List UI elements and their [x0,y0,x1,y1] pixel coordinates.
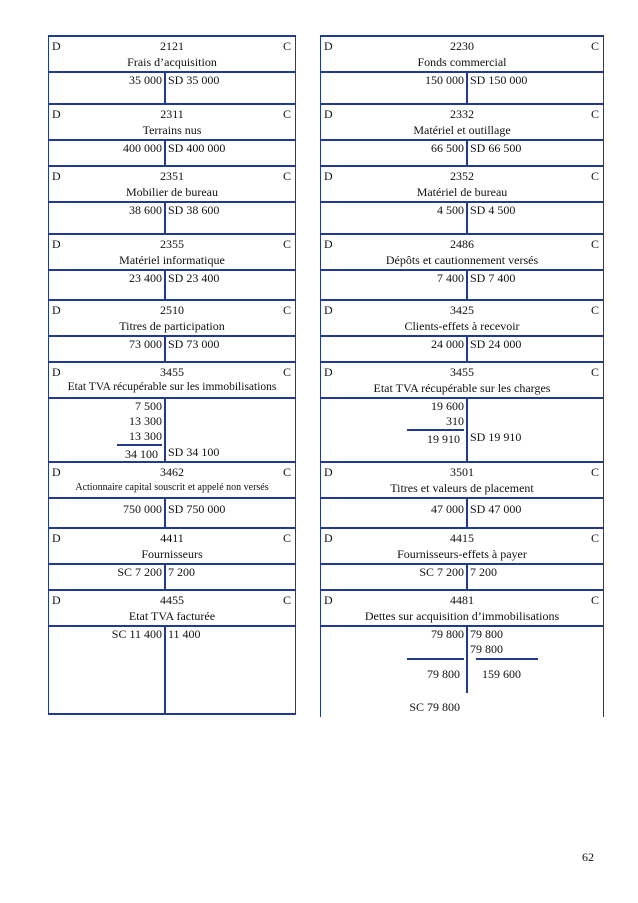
account-number: 2230 [450,39,474,53]
account-header [321,529,603,565]
debit-entry: 73 000 [129,337,162,351]
total-rule [117,444,162,446]
total-rule [407,658,464,660]
account-body [321,271,603,299]
account-name: Dépôts et cautionnement versés [385,253,539,267]
account-header [49,301,295,337]
debit-entry: 66 500 [431,141,464,155]
account-number: 2351 [160,169,184,183]
debit-entry: 23 400 [129,271,162,285]
account-number: 4415 [450,531,474,545]
total-rule [407,429,464,431]
account-name: Etat TVA récupérable sur les immobilisations [67,381,277,393]
debit-total: 19 910 [427,432,460,446]
t-account [320,463,604,529]
credit-label: C [590,465,599,479]
account-name: Etat TVA récupérable sur les charges [373,381,551,395]
credit-entry: 7 200 [168,565,195,579]
debit-entry: 750 000 [123,502,162,516]
debit-label: D [324,39,333,53]
left-accounts-column [48,35,296,715]
credit-entry: SD 35 000 [168,73,220,87]
debit-label: D [324,303,333,317]
account-number: 3455 [450,365,474,379]
credit-label: C [590,593,599,607]
debit-entry: 79 800 [431,627,464,641]
credit-label: C [282,531,291,545]
credit-label: C [590,39,599,53]
account-name: Dettes sur acquisition d’immobilisations [364,609,560,623]
t-divider [466,203,468,233]
account-number: 3501 [450,465,474,479]
t-account [48,235,296,301]
t-divider [164,141,166,165]
debit-label: D [324,237,333,251]
account-number: 4455 [160,593,184,607]
debit-label: D [52,593,61,607]
account-name: Etat TVA facturée [128,609,216,623]
credit-entry: SD 47 000 [470,502,522,516]
account-header [321,37,603,73]
account-body [49,271,295,299]
t-divider [466,565,468,589]
t-divider [164,271,166,299]
account-header [321,301,603,337]
t-account [48,463,296,529]
t-divider [164,73,166,103]
account-number: 2311 [160,107,184,121]
credit-label: C [282,237,291,251]
account-number: 2121 [160,39,184,53]
account-body [49,565,295,589]
account-body [49,399,295,461]
account-name: Mobilier de bureau [126,185,218,199]
debit-entry: 19 600 [431,399,464,413]
credit-entry: SD 750 000 [168,502,226,516]
debit-balance: SC 79 800 [409,700,460,714]
credit-label: C [590,169,599,183]
debit-entry: 13 300 [129,414,162,428]
credit-label: C [282,303,291,317]
account-body [49,627,295,713]
account-header [321,105,603,141]
t-account [320,235,604,301]
account-number: 2352 [450,169,474,183]
account-number: 2510 [160,303,184,317]
credit-label: C [590,531,599,545]
credit-label: C [282,107,291,121]
t-divider [164,337,166,361]
account-body [321,141,603,165]
debit-label: D [324,465,333,479]
t-divider [466,141,468,165]
account-number: 2486 [450,237,474,251]
t-divider [164,565,166,589]
debit-entry: SC 7 200 [117,565,162,579]
account-body [49,499,295,527]
account-body [49,337,295,361]
account-name: Fournisseurs [141,547,203,561]
account-header [321,463,603,499]
credit-entry: SD 73 000 [168,337,220,351]
account-name: Matériel de bureau [416,185,508,199]
debit-label: D [324,531,333,545]
t-divider [164,203,166,233]
debit-entry: 38 600 [129,203,162,217]
account-body [49,141,295,165]
debit-entry: 35 000 [129,73,162,87]
account-body [321,73,603,103]
account-name: Actionnaire capital souscrit et appelé non versés [75,482,269,493]
page-number: 62 [582,850,594,864]
debit-total: 34 100 [125,447,158,461]
t-account [320,591,604,717]
t-account [320,301,604,363]
account-name: Matériel et outillage [413,123,511,137]
debit-entry: SC 11 400 [111,627,162,641]
account-header [49,37,295,73]
account-header [321,167,603,203]
credit-label: C [282,593,291,607]
total-rule [476,658,538,660]
debit-label: D [324,365,333,379]
account-name: Titres et valeurs de placement [390,481,534,495]
account-name: Terrains nus [142,123,202,137]
t-divider [466,399,468,461]
account-number: 4411 [160,531,184,545]
credit-label: C [282,39,291,53]
credit-entry: SD 150 000 [470,73,528,87]
t-account [320,105,604,167]
debit-entry: 150 000 [425,73,464,87]
t-divider [466,337,468,361]
account-body [321,627,603,717]
account-number: 3462 [160,465,184,479]
t-account [320,363,604,463]
t-account [48,363,296,463]
t-divider [466,73,468,103]
debit-label: D [52,107,61,121]
t-divider [164,499,166,527]
account-header [321,591,603,627]
debit-entry: 4 500 [437,203,464,217]
debit-label: D [52,237,61,251]
credit-label: C [590,107,599,121]
credit-label: C [282,465,291,479]
account-header [49,363,295,399]
credit-entry: SD 23 400 [168,271,220,285]
t-account [320,167,604,235]
debit-entry: 24 000 [431,337,464,351]
account-body [49,73,295,103]
account-number: 2332 [450,107,474,121]
credit-label: C [590,303,599,317]
t-divider [466,627,468,693]
t-divider [164,627,166,713]
debit-label: D [52,169,61,183]
credit-entry: SD 66 500 [470,141,522,155]
debit-label: D [52,303,61,317]
account-body [49,203,295,233]
debit-total: 79 800 [427,667,460,681]
t-divider [466,271,468,299]
credit-entry: SD 4 500 [470,203,516,217]
debit-label: D [52,365,61,379]
t-account [320,529,604,591]
debit-label: D [52,531,61,545]
account-header [49,463,295,499]
account-header [49,591,295,627]
t-account [48,105,296,167]
debit-entry: SC 7 200 [419,565,464,579]
account-body [321,499,603,527]
credit-entry: 7 200 [470,565,497,579]
account-name: Titres de participation [119,319,225,333]
credit-entry: SD 400 000 [168,141,226,155]
account-header [49,167,295,203]
account-name: Fournisseurs-effets à payer [397,547,527,561]
credit-entry: SD 7 400 [470,271,516,285]
account-body [321,565,603,589]
credit-label: C [282,365,291,379]
account-header [49,235,295,271]
account-header [321,363,603,399]
account-name: Matériel informatique [119,253,225,267]
debit-entry: 400 000 [123,141,162,155]
t-account [48,591,296,715]
account-number: 4481 [450,593,474,607]
t-account [48,35,296,105]
t-divider [466,499,468,527]
credit-entry: SD 38 600 [168,203,220,217]
account-name: Frais d’acquisition [127,55,217,69]
account-header [49,529,295,565]
debit-entry: 7 400 [437,271,464,285]
credit-entry: SD 19 910 [470,430,522,444]
account-body [321,203,603,233]
credit-total: 159 600 [482,667,521,681]
account-number: 2355 [160,237,184,251]
account-number: 3425 [450,303,474,317]
t-account [48,167,296,235]
debit-entry: 47 000 [431,502,464,516]
debit-entry: 7 500 [135,399,162,413]
credit-entry: SD 24 000 [470,337,522,351]
right-accounts-column [320,35,604,717]
account-number: 3455 [160,365,184,379]
account-name: Fonds commercial [417,55,507,69]
account-body [321,399,603,461]
debit-label: D [324,593,333,607]
account-header [49,105,295,141]
t-account [48,301,296,363]
debit-label: D [52,465,61,479]
t-divider [164,399,166,461]
debit-label: D [52,39,61,53]
credit-entry: SD 34 100 [168,445,220,459]
credit-label: C [590,237,599,251]
debit-label: D [324,169,333,183]
t-account [48,529,296,591]
debit-entry: 13 300 [129,429,162,443]
account-header [321,235,603,271]
account-name: Clients-effets à recevoir [404,319,520,333]
credit-entry: 79 800 [470,627,503,641]
credit-label: C [282,169,291,183]
t-account [320,35,604,105]
credit-entry: 79 800 [470,642,503,656]
debit-label: D [324,107,333,121]
account-body [321,337,603,361]
debit-entry: 310 [446,414,464,428]
credit-label: C [590,365,599,379]
credit-entry: 11 400 [168,627,201,641]
